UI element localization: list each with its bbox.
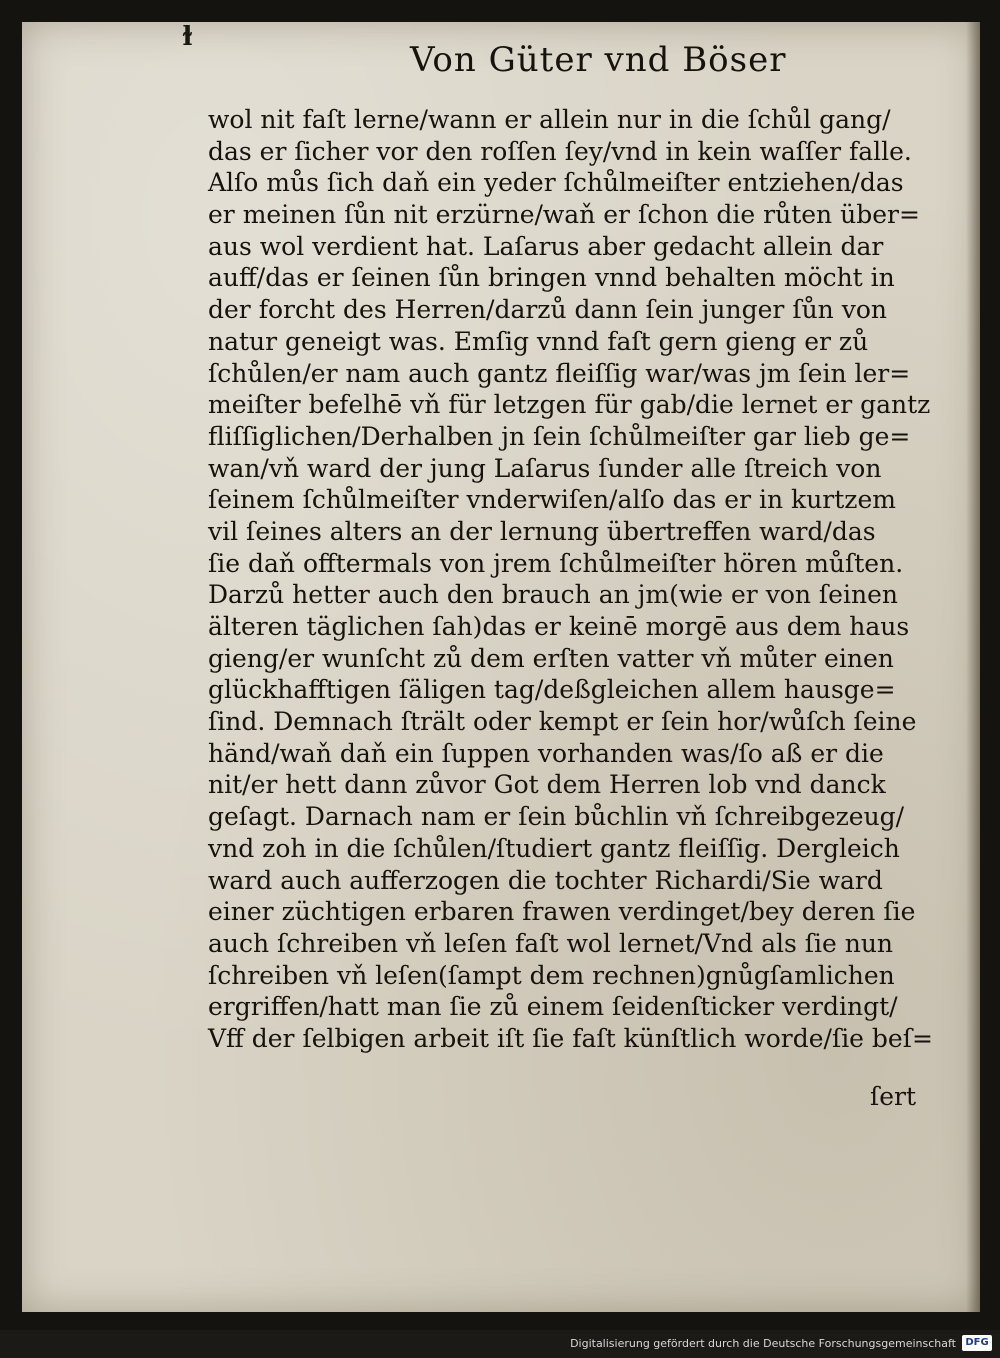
footer-bar: [0, 1330, 1000, 1358]
text-line: ward auch aufferzogen die tochter Richardi/Sie ward: [208, 865, 883, 895]
text-line: ſchreiben vň leſen(ſampt dem rechnen)gnůgſamlichen: [208, 960, 895, 990]
page-edge-shadow: [966, 22, 980, 1312]
text-line: ſchůlen/er nam auch gantz fleiſſig war/was jm ſein ler=: [208, 358, 911, 388]
text-line: einer züchtigen erbaren frawen verdinget/bey deren ſie: [208, 897, 916, 927]
text-line: aus wol verdient hat. Laſarus aber gedacht allein dar: [208, 231, 884, 261]
body-text: [208, 104, 938, 1055]
text-line: geſagt. Darnach nam er ſein bůchlin vň ſchreibgezeug/: [208, 802, 905, 832]
text-line: ſeinem ſchůlmeiſter vnderwiſen/alſo das er in kurtzem: [208, 485, 896, 515]
text-line: natur geneigt was. Emſig vnnd faſt gern gieng er zů: [208, 326, 869, 356]
text-line: wol nit faſt lerne/wann er allein nur in die ſchůl gang/: [208, 105, 891, 134]
text-line: ſie daň offtermals von jrem ſchůlmeiſter hören můſten.: [208, 548, 904, 578]
text-line: auch ſchreiben vň leſen faſt wol lernet/Vnd als ſie nun: [208, 928, 894, 958]
text-line: wan/vň ward der jung Laſarus ſunder alle ſtreich von: [208, 453, 882, 483]
text-line: das er ſicher vor den roſſen ſey/vnd in kein waſſer falle.: [208, 136, 912, 166]
text-line: meiſter befelhē vň für letzgen für gab/die lernet er gantz: [208, 390, 931, 420]
text-line: fliſſiglichen/Derhalben jn ſein ſchůlmeiſter gar lieb ge=: [208, 421, 911, 451]
text-line: nit/er hett dann zůvor Got dem Herren lob vnd danck: [208, 770, 886, 800]
text-line: händ/waň daň ein ſuppen vorhanden was/ſo aß er die: [208, 738, 884, 768]
text-line: auff/das er ſeinen ſůn bringen vnnd behalten möcht in: [208, 263, 895, 293]
dfg-logo-icon: DFG: [962, 1335, 992, 1351]
page-mark: ɫ: [182, 22, 193, 52]
text-line: er meinen ſůn nit erzürne/waň er ſchon die růten über=: [208, 200, 920, 230]
text-line: Alſo můs ſich daň ein yeder ſchůlmeiſter entziehen/das: [208, 168, 904, 198]
text-line: der forcht des Herren/darzů dann ſein junger ſůn von: [208, 295, 887, 325]
running-head: Von Güter vnd Böser: [410, 40, 787, 80]
text-line: vil ſeines alters an der lernung übertreffen ward/das: [208, 516, 876, 546]
text-line: glückhafftigen ſäligen tag/deßgleichen allem hausge=: [208, 675, 896, 705]
catchword: ſert: [870, 1082, 917, 1111]
text-line: gieng/er wunſcht zů dem erſten vatter vň můter einen: [208, 643, 894, 673]
text-line: älteren täglichen ſah)das er keinē morgē aus dem haus: [208, 612, 910, 641]
text-line: ergriffen/hatt man ſie zů einem ſeidenſticker verdingt/: [208, 992, 898, 1022]
funding-credit: Digitalisierung gefördert durch die Deutsche Forschungsgemeinschaft: [570, 1337, 956, 1350]
text-line: Vff der ſelbigen arbeit iſt ſie faſt künſtlich worde/ſie beſ=: [208, 1023, 933, 1053]
text-line: vnd zoh in die ſchůlen/ſtudiert gantz fleiſſig. Dergleich: [208, 833, 900, 863]
text-line: Darzů hetter auch den brauch an jm(wie er von ſeinen: [208, 580, 898, 610]
text-line: ſind. Demnach ſtrält oder kempt er ſein hor/wůſch ſeine: [208, 707, 917, 737]
